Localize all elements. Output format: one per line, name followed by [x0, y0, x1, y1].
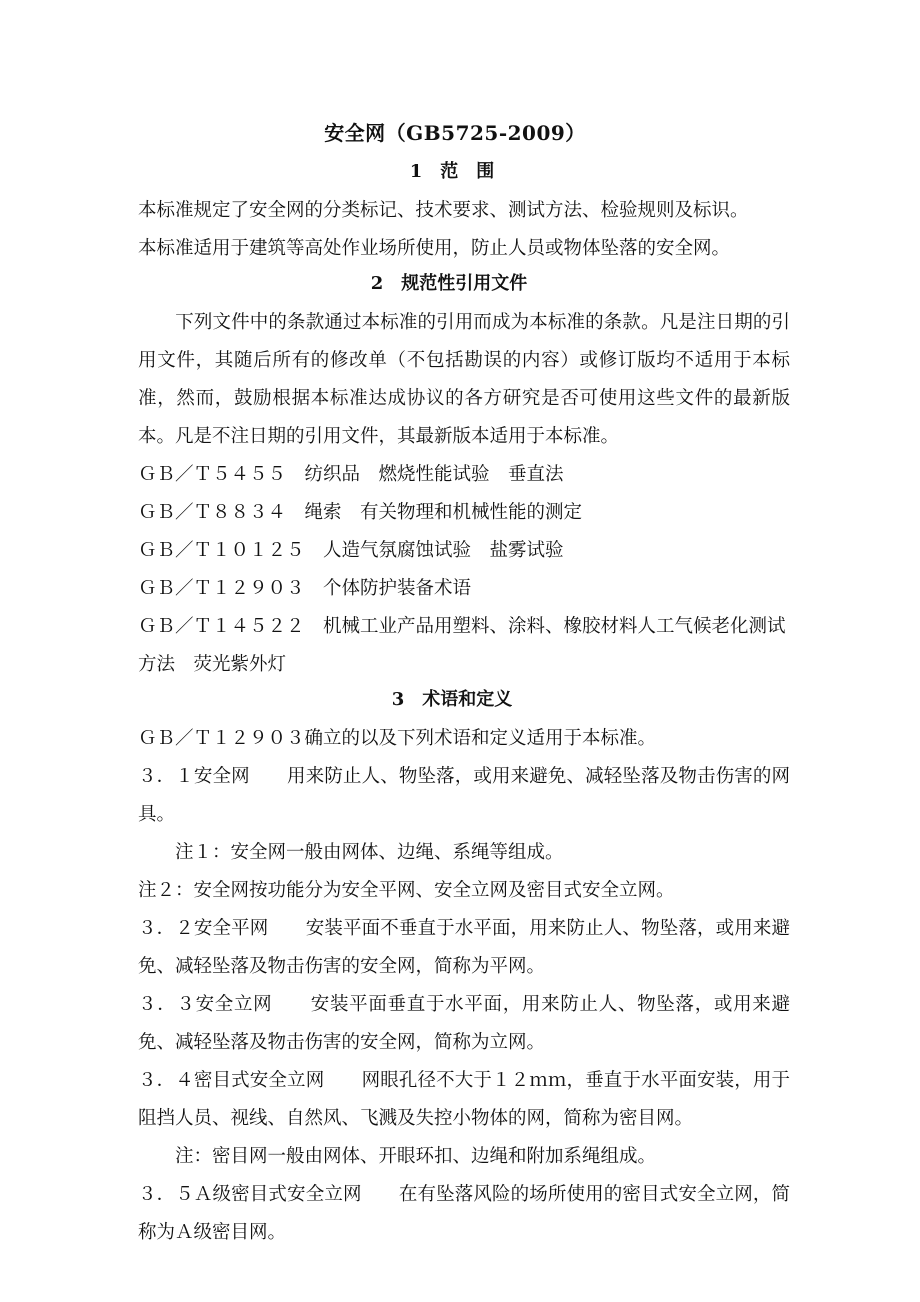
term-3-5: ３．５Ａ级密目式安全立网 在有坠落风险的场所使用的密目式安全立网，简称为Ａ级密目网。	[138, 1184, 790, 1243]
section-3-heading: 3 术语和定义	[391, 689, 513, 710]
section-3-lead: ＧＢ／Ｔ１２９０３确立的以及下列术语和定义适用于本标准。	[138, 728, 657, 749]
term-3-1: ３．１安全网 用来防止人、物坠落，或用来避免、减轻坠落及物击伤害的网具。	[138, 766, 790, 825]
section-1	[138, 156, 790, 268]
normative-reference-3: ＧＢ／Ｔ１０１２５ 人造气氛腐蚀试验 盐雾试验	[138, 540, 564, 561]
section-1-paragraph-1: 本标准规定了安全网的分类标记、技术要求、测试方法、检验规则及标识。	[138, 200, 749, 221]
normative-reference-1: ＧＢ／Ｔ５４５５ 纺织品 燃烧性能试验 垂直法	[138, 464, 564, 485]
section-2-paragraph-1: 下列文件中的条款通过本标准的引用而成为本标准的条款。凡是注日期的引用文件，其随后所有的修改单（不包括勘误的内容）或修订版均不适用于本标准，然而，鼓励根据本标准达成协议的各方研究是否可使用这些文件的最新版本。凡是不注日期的引用文件，其最新版本适用于本标准。	[138, 312, 790, 447]
term-3-1-note-1: 注１：安全网一般由网体、边绳、系绳等组成。	[138, 842, 564, 863]
term-3-1-note-2: 注２：安全网按功能分为安全平网、安全立网及密目式安全立网。	[138, 880, 675, 901]
term-3-2: ３．２安全平网 安装平面不垂直于水平面，用来防止人、物坠落，或用来避免、减轻坠落及物击伤害的安全网，简称为平网。	[138, 918, 790, 977]
term-3-4: ３．４密目式安全立网 网眼孔径不大于１２ｍｍ，垂直于水平面安装，用于阻挡人员、视线、自然风、飞溅及失控小物体的网，简称为密目网。	[138, 1070, 790, 1129]
normative-reference-5: ＧＢ／Ｔ１４５２２ 机械工业产品用塑料、涂料、橡胶材料人工气候老化测试方法 荧光紫外灯	[138, 616, 786, 675]
section-1-heading: 1 范 围	[409, 161, 495, 182]
section-1-paragraph-2: 本标准适用于建筑等高处作业场所使用，防止人员或物体坠落的安全网。	[138, 238, 731, 259]
page-title: 安全网（GB5725-2009）	[324, 121, 586, 145]
section-2	[138, 268, 790, 684]
section-2-heading: 2 规范性引用文件	[370, 273, 528, 294]
normative-reference-4: ＧＢ／Ｔ１２９０３ 个体防护装备术语	[138, 578, 472, 599]
term-3-4-note-1: 注：密目网一般由网体、开眼环扣、边绳和附加系绳组成。	[138, 1146, 657, 1167]
normative-reference-2: ＧＢ／Ｔ８８３４ 绳索 有关物理和机械性能的测定	[138, 502, 583, 523]
term-3-3: ３．３安全立网 安装平面垂直于水平面，用来防止人、物坠落，或用来避免、减轻坠落及物击伤害的安全网，简称为立网。	[138, 994, 790, 1053]
section-3	[138, 684, 790, 1252]
